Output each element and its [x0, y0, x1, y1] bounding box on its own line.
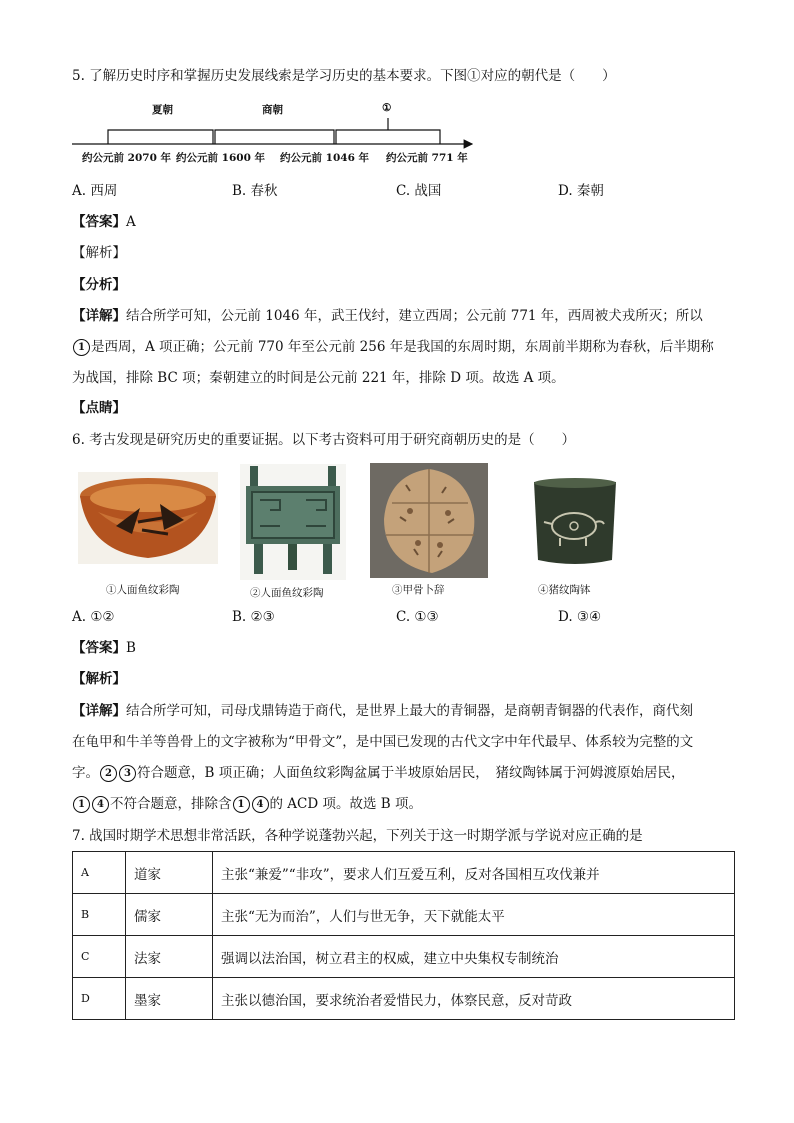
table-row[interactable] — [73, 978, 735, 1020]
oracle-bone-image — [370, 463, 488, 578]
period-bracket-1 — [336, 130, 440, 144]
bronze-ding-image — [240, 464, 346, 580]
q6-detail-line4: 1 4 不符合题意，排除含 1 4 的 ACD 项。故选 B 项。 — [72, 789, 722, 820]
row-letter: A — [73, 852, 126, 894]
q5-timeline — [72, 100, 492, 170]
table-row[interactable] — [73, 852, 735, 894]
circled-number: 1 — [73, 339, 90, 356]
q5-detail — [72, 301, 722, 394]
row-school: 儒家 — [126, 894, 213, 936]
row-letter: B — [73, 894, 126, 936]
caption-4: ④猪纹陶钵 — [538, 584, 591, 596]
q5-option-a[interactable]: A. 西周 — [72, 183, 118, 199]
pig-pottery-image — [530, 476, 620, 570]
row-letter: C — [73, 936, 126, 978]
q6-option-b[interactable]: B. ②③ — [232, 609, 275, 625]
row-claim: 主张以德治国，要求统治者爱惜民力，体察民意，反对苛政 — [213, 978, 735, 1020]
q5-answer: 【答案】A — [72, 214, 136, 230]
date-771: 约公元前 771 年 — [386, 152, 468, 164]
caption-1: ①人面鱼纹彩陶 — [106, 584, 180, 596]
q5-option-d[interactable]: D. 秦朝 — [558, 183, 604, 199]
caption-2: ②人面鱼纹彩陶 — [250, 587, 324, 599]
q6-detail-line2: 在龟甲和牛羊等兽骨上的文字被称为“甲骨文”，是中国已发现的古代文字中年代最早、体系较为完整的文 — [72, 734, 694, 750]
q5-detail-line1: 【详解】结合所学可知，公元前 1046 年，武王伐纣，建立西周；公元前 771 年，西周被犬戎所灭；所以 — [72, 308, 703, 324]
q6-analysis-tag: 【解析】 — [72, 671, 126, 687]
q5-dianjing-tag: 【点睛】 — [72, 400, 126, 416]
q6-answer: 【答案】B — [72, 640, 136, 656]
row-claim: 主张“无为而治”，人们与世无争，天下就能太平 — [213, 894, 735, 936]
q5-detail-line3: 为战国，排除 BC 项；秦朝建立的时间是公元前 221 年，排除 D 项。故选 A 项。 — [72, 370, 565, 386]
q5-detail-line2: 1 是西周，A 项正确；公元前 770 年至公元前 256 年是我国的东周时期，东周前半期称为春秋，后半期称 — [72, 332, 722, 363]
date-2070: 约公元前 2070 年 — [82, 152, 172, 164]
date-1600: 约公元前 1600 年 — [176, 152, 266, 164]
period-bracket-shang — [215, 130, 334, 144]
q5-fenxi-tag: 【分析】 — [72, 277, 126, 293]
q6-option-d[interactable]: D. ③④ — [558, 609, 602, 625]
q5-stem: 5. 了解历史时序和掌握历史发展线索是学习历史的基本要求。下图①对应的朝代是（ ） — [72, 68, 616, 84]
row-school: 道家 — [126, 852, 213, 894]
q6-stem: 6. 考古发现是研究历史的重要证据。以下考古资料可用于研究商朝历史的是（ ） — [72, 432, 576, 448]
q6-detail-line1: 【详解】结合所学可知，司母戊鼎铸造于商代，是世界上最大的青铜器，是商朝青铜器的代表作，商代刻 — [72, 703, 693, 719]
q7-stem: 7. 战国时期学术思想非常活跃，各种学说蓬勃兴起，下列关于这一时期学派与学说对应正确的是 — [72, 828, 643, 844]
q6-detail-line3: 字。 2 3 符合题意，B 项正确；人面鱼纹彩陶盆属于半坡原始居民， 猪纹陶钵属于河姆渡原始居民， — [72, 765, 685, 781]
row-claim: 强调以法治国，树立君主的权威，建立中央集权专制统治 — [213, 936, 735, 978]
q5-option-c[interactable]: C. 战国 — [396, 183, 442, 199]
period-shang: 商朝 — [262, 104, 283, 116]
period-xia: 夏朝 — [152, 104, 173, 116]
row-school: 墨家 — [126, 978, 213, 1020]
row-school: 法家 — [126, 936, 213, 978]
q5-analysis-tag: 【解析】 — [72, 245, 126, 261]
table-row[interactable] — [73, 894, 735, 936]
row-claim: 主张“兼爱”“非攻”，要求人们互爱互利，反对各国相互攻伐兼并 — [213, 852, 735, 894]
table-row[interactable] — [73, 936, 735, 978]
caption-3: ③甲骨卜辞 — [392, 584, 445, 596]
schools-table — [72, 851, 735, 1020]
period-unknown: ① — [382, 102, 392, 114]
q6-option-a[interactable]: A. ①② — [72, 609, 115, 625]
q5-option-b[interactable]: B. 春秋 — [232, 183, 278, 199]
q6-detail — [72, 696, 722, 820]
period-bracket-xia — [108, 130, 213, 144]
date-1046: 约公元前 1046 年 — [280, 152, 370, 164]
q6-option-c[interactable]: C. ①③ — [396, 609, 439, 625]
row-letter: D — [73, 978, 126, 1020]
pottery-bowl-image — [78, 472, 218, 564]
